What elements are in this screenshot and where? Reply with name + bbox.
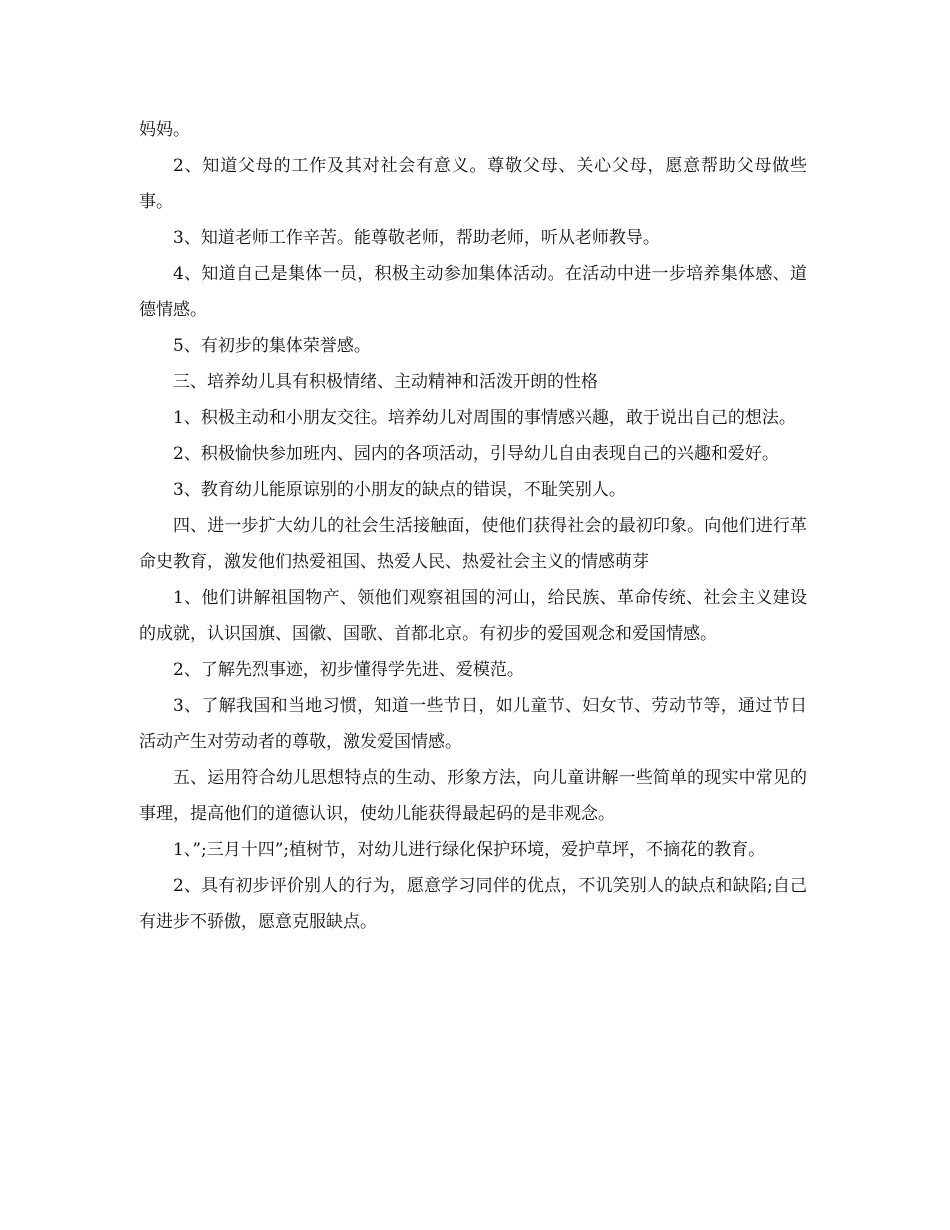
section-heading: 五、运用符合幼儿思想特点的生动、形象方法，向儿童讲解一些简单的现实中常见的事理，提高他们的道德认识，使幼儿能获得最起码的是非观念。 bbox=[139, 768, 807, 824]
section-heading: 三、培养幼儿具有积极情绪、主动精神和活泼开朗的性格 bbox=[173, 372, 598, 392]
paragraph: 4、知道自己是集体一员，积极主动参加集体活动。在活动中进一步培养集体感、道德情感。 bbox=[139, 264, 807, 320]
paragraph: 1、”;三月十四”;植树节，对幼儿进行绿化保护环境，爱护草坪，不摘花的教育。 bbox=[173, 840, 766, 860]
paragraph: 2、积极愉快参加班内、园内的各项活动，引导幼儿自由表现自己的兴趣和爱好。 bbox=[173, 444, 779, 464]
paragraph: 2、了解先烈事迹，初步懂得学先进、爱模范。 bbox=[173, 660, 524, 680]
section-heading: 四、进一步扩大幼儿的社会生活接触面，使他们获得社会的最初印象。向他们进行革命史教育，激发他们热爱祖国、热爱人民、热爱社会主义的情感萌芽 bbox=[139, 516, 807, 572]
paragraph: 1、他们讲解祖国物产、领他们观察祖国的河山，给民族、革命传统、社会主义建设的成就，认识国旗、国徽、国歌、首都北京。有初步的爱国观念和爱国情感。 bbox=[139, 588, 807, 644]
paragraph: 5、有初步的集体荣誉感。 bbox=[173, 336, 371, 356]
paragraph: 2、知道父母的工作及其对社会有意义。尊敬父母、关心父母，愿意帮助父母做些事。 bbox=[139, 156, 807, 212]
paragraph: 1、积极主动和小朋友交往。培养幼儿对周围的事情感兴趣，敢于说出自己的想法。 bbox=[173, 408, 796, 428]
document-body bbox=[139, 112, 807, 940]
paragraph: 妈妈。 bbox=[139, 120, 190, 140]
paragraph: 3、了解我国和当地习惯，知道一些节日，如儿童节、妇女节、劳动节等，通过节日活动产生对劳动者的尊敬，激发爱国情感。 bbox=[139, 696, 807, 752]
paragraph: 3、知道老师工作辛苦。能尊敬老师，帮助老师，听从老师教导。 bbox=[173, 228, 660, 248]
paragraph: 2、具有初步评价别人的行为，愿意学习同伴的优点，不讥笑别人的缺点和缺陷;自己有进步不骄傲，愿意克服缺点。 bbox=[139, 876, 807, 932]
paragraph: 3、教育幼儿能原谅别的小朋友的缺点的错误，不耻笑别人。 bbox=[173, 480, 626, 500]
